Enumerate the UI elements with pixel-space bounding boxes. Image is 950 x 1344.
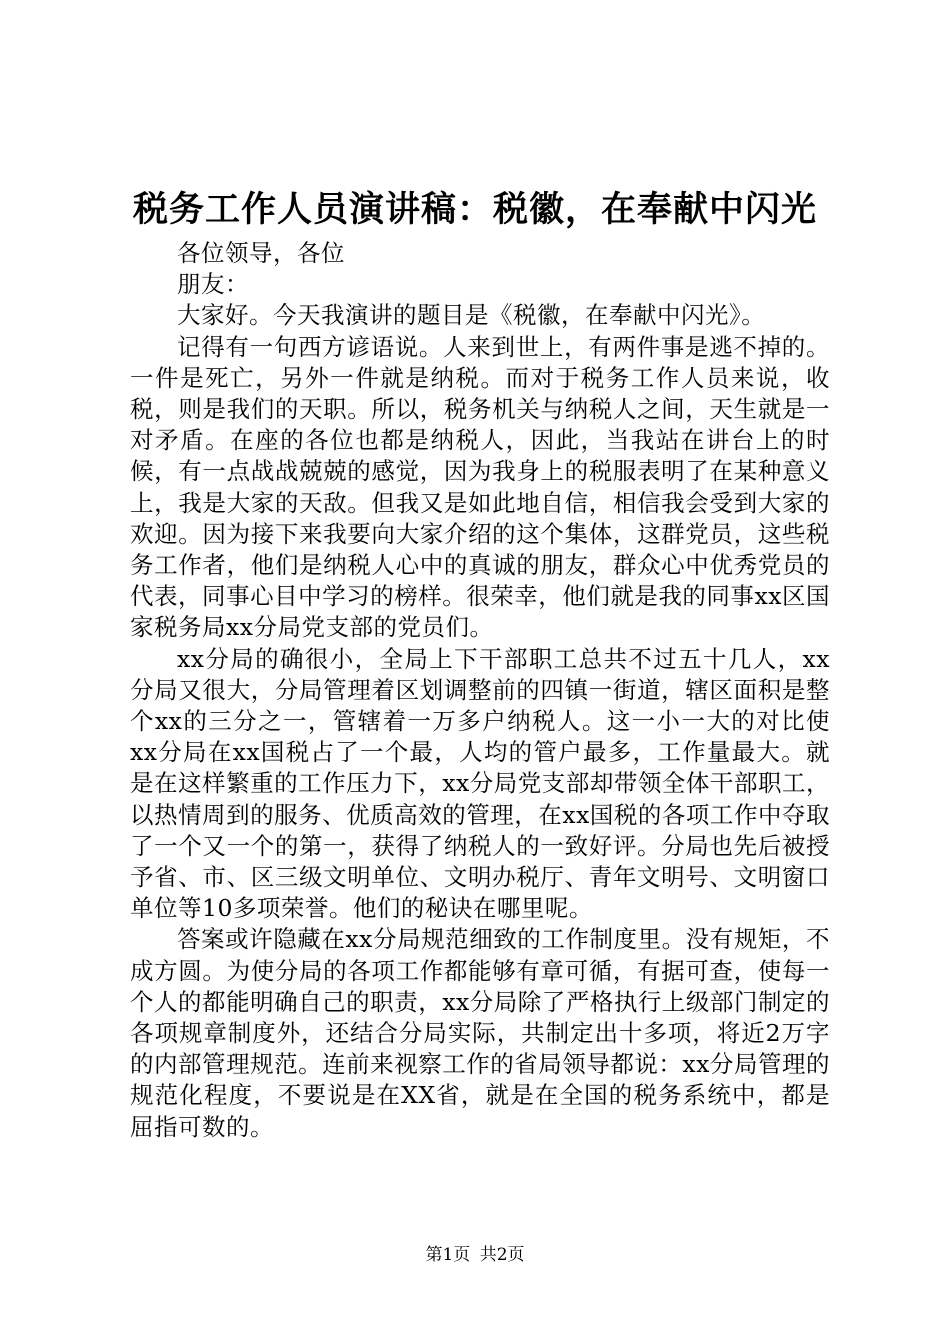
page-total: 共2页 bbox=[479, 1245, 525, 1265]
paragraph: 大家好。今天我演讲的题目是《税徽，在奉献中闪光》。 bbox=[177, 301, 766, 330]
greeting-line-1: 各位领导，各位 bbox=[177, 239, 345, 267]
paragraph: 答案或许隐藏在xx分局规范细致的工作制度里。没有规矩，不成方圆。为使分局的各项工作都能够有章可循，有据可查，使每一个人的都能明确自己的职责，xx分局除了严格执行上级部门制定的各项规章制度外，还结合分局实际，共制定出十多项，将近2万字的内部管理规范。连前来视察工作的省局领导都说：xx分局管理的规范化程度，不要说是在XX省，就是在全国的税务系统中，都是屈指可数的。 bbox=[130, 925, 830, 1141]
greeting-line-2: 朋友： bbox=[177, 270, 249, 299]
document-title: 税务工作人员演讲稿：税徽，在奉献中闪光 bbox=[132, 189, 817, 230]
document-body bbox=[130, 238, 830, 1143]
paragraph: xx分局的确很小，全局上下干部职工总共不过五十几人，xx分局又很大，分局管理着区划调整前的四镇一街道，辖区面积是整个xx的三分之一，管辖着一万多户纳税人。这一小一大的对比使xx分局在xx国税占了一个最，人均的管户最多，工作量最大。就是在这样繁重的工作压力下，xx分局党支部却带领全体干部职工，以热情周到的服务、优质高效的管理，在xx国税的各项工作中夺取了一个又一个的第一，获得了纳税人的一致好评。分局也先后被授予省、市、区三级文明单位、文明办税厅、青年文明号、文明窗口单位等10多项荣誉。他们的秘诀在哪里呢。 bbox=[130, 644, 830, 923]
paragraph: 记得有一句西方谚语说。人来到世上，有两件事是逃不掉的。一件是死亡，另外一件就是纳税。而对于税务工作人员来说，收税，则是我们的天职。所以，税务机关与纳税人之间，天生就是一对矛盾。在座的各位也都是纳税人，因此，当我站在讲台上的时候，有一点战战兢兢的感觉，因为我身上的税服表明了在某种意义上，我是大家的天敌。但我又是如此地自信，相信我会受到大家的欢迎。因为接下来我要向大家介绍的这个集体，这群党员，这些税务工作者，他们是纳税人心中的真诚的朋友，群众心中优秀党员的代表，同事心目中学习的榜样。很荣幸，他们就是我的同事xx区国家税务局xx分局党支部的党员们。 bbox=[130, 332, 830, 642]
page-number: 第1页 bbox=[425, 1245, 471, 1265]
page-footer bbox=[0, 1244, 950, 1266]
